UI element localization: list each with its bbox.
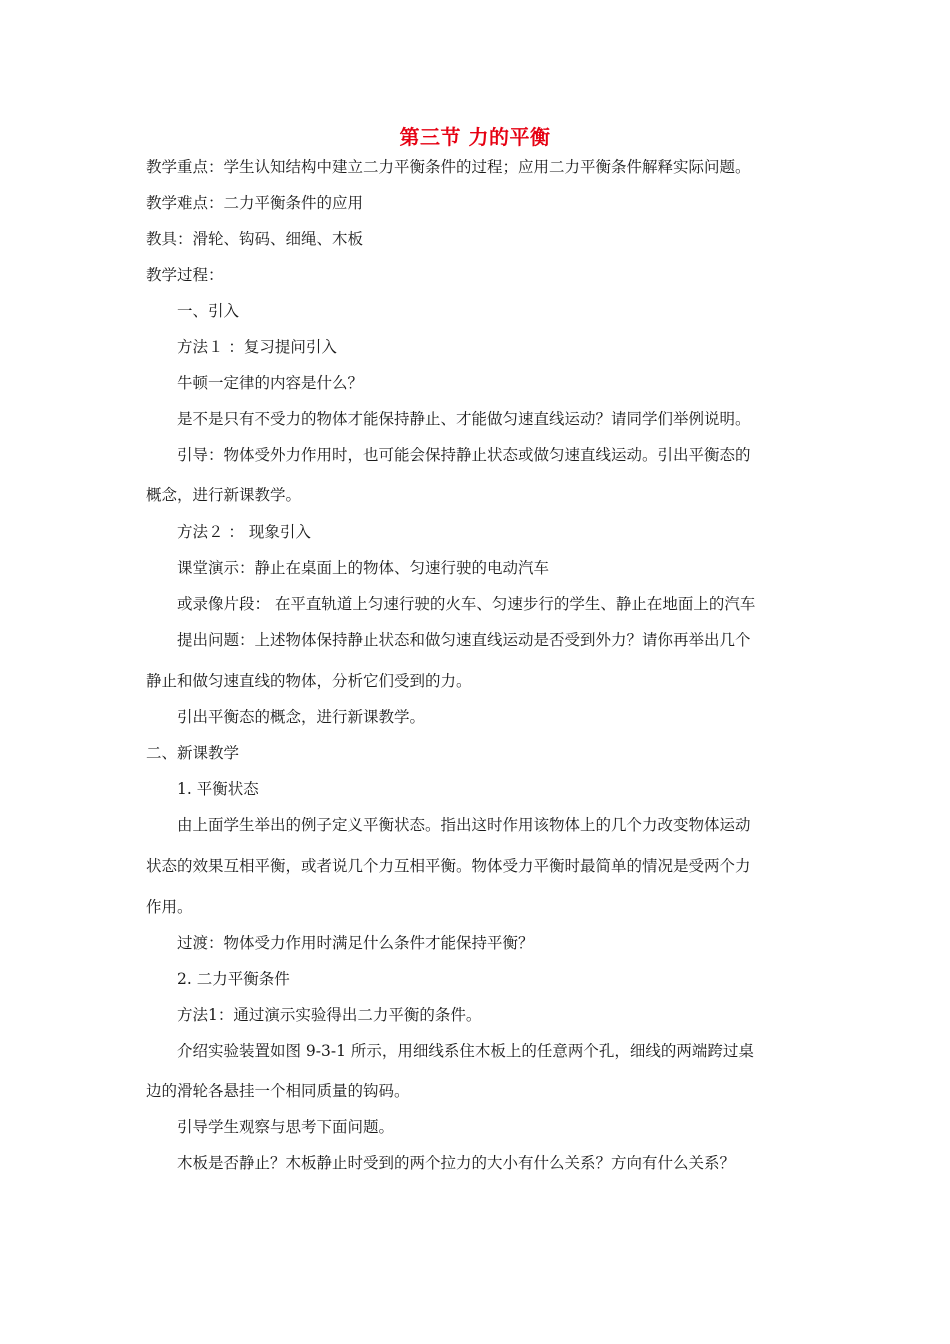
paragraph-line: 边的滑轮各悬挂一个相同质量的钩码。 bbox=[146, 1082, 410, 1100]
paragraph-line: 1. 平衡状态 bbox=[177, 780, 259, 798]
paragraph-line: 概念，进行新课教学。 bbox=[146, 486, 302, 504]
paragraph-line: 方法１ ：复习提问引入 bbox=[177, 338, 337, 356]
paragraph-line: 教具：滑轮、钩码、细绳、木板 bbox=[146, 230, 364, 248]
paragraph-line: 静止和做匀速直线的物体，分析它们受到的力。 bbox=[146, 672, 472, 690]
paragraph-line: 课堂演示：静止在桌面上的物体、匀速行驶的电动汽车 bbox=[177, 559, 550, 577]
paragraph-line: 教学重点：学生认知结构中建立二力平衡条件的过程；应用二力平衡条件解释实际问题。 bbox=[146, 158, 751, 176]
paragraph-line: 一、引入 bbox=[177, 302, 240, 320]
paragraph-line: 引导学生观察与思考下面问题。 bbox=[177, 1118, 395, 1136]
paragraph-line: 教学过程： bbox=[146, 266, 224, 284]
paragraph-line: 引导：物体受外力作用时，也可能会保持静止状态或做匀速直线运动。引出平衡态的 bbox=[177, 446, 751, 464]
paragraph-line: 2. 二力平衡条件 bbox=[177, 970, 290, 988]
paragraph-line: 过渡：物体受力作用时满足什么条件才能保持平衡？ bbox=[177, 934, 534, 952]
paragraph-line: 提出问题：上述物体保持静止状态和做匀速直线运动是否受到外力？请你再举出几个 bbox=[177, 631, 751, 649]
paragraph-line: 引出平衡态的概念，进行新课教学。 bbox=[177, 708, 426, 726]
paragraph-line: 教学难点：二力平衡条件的应用 bbox=[146, 194, 364, 212]
paragraph-line: 介绍实验装置如图 9-3-1 所示，用细线系住木板上的任意两个孔，细线的两端跨过桌 bbox=[177, 1042, 754, 1060]
paragraph-line: 方法1：通过演示实验得出二力平衡的条件。 bbox=[177, 1006, 482, 1024]
paragraph-line: 木板是否静止？木板静止时受到的两个拉力的大小有什么关系？方向有什么关系？ bbox=[177, 1154, 736, 1172]
document-title: 第三节 力的平衡 bbox=[399, 125, 551, 149]
paragraph-line: 是不是只有不受力的物体才能保持静止、才能做匀速直线运动？请同学们举例说明。 bbox=[177, 410, 751, 428]
paragraph-line: 作用。 bbox=[146, 898, 193, 916]
paragraph-line: 二、新课教学 bbox=[146, 744, 240, 762]
paragraph-line: 或录像片段： 在平直轨道上匀速行驶的火车、匀速步行的学生、静止在地面上的汽车 bbox=[177, 595, 756, 613]
paragraph-line: 方法２ ： 现象引入 bbox=[177, 523, 311, 541]
paragraph-line: 状态的效果互相平衡，或者说几个力互相平衡。物体受力平衡时最简单的情况是受两个力 bbox=[146, 857, 751, 875]
paragraph-line: 由上面学生举出的例子定义平衡状态。指出这时作用该物体上的几个力改变物体运动 bbox=[177, 816, 751, 834]
paragraph-line: 牛顿一定律的内容是什么？ bbox=[177, 374, 364, 392]
